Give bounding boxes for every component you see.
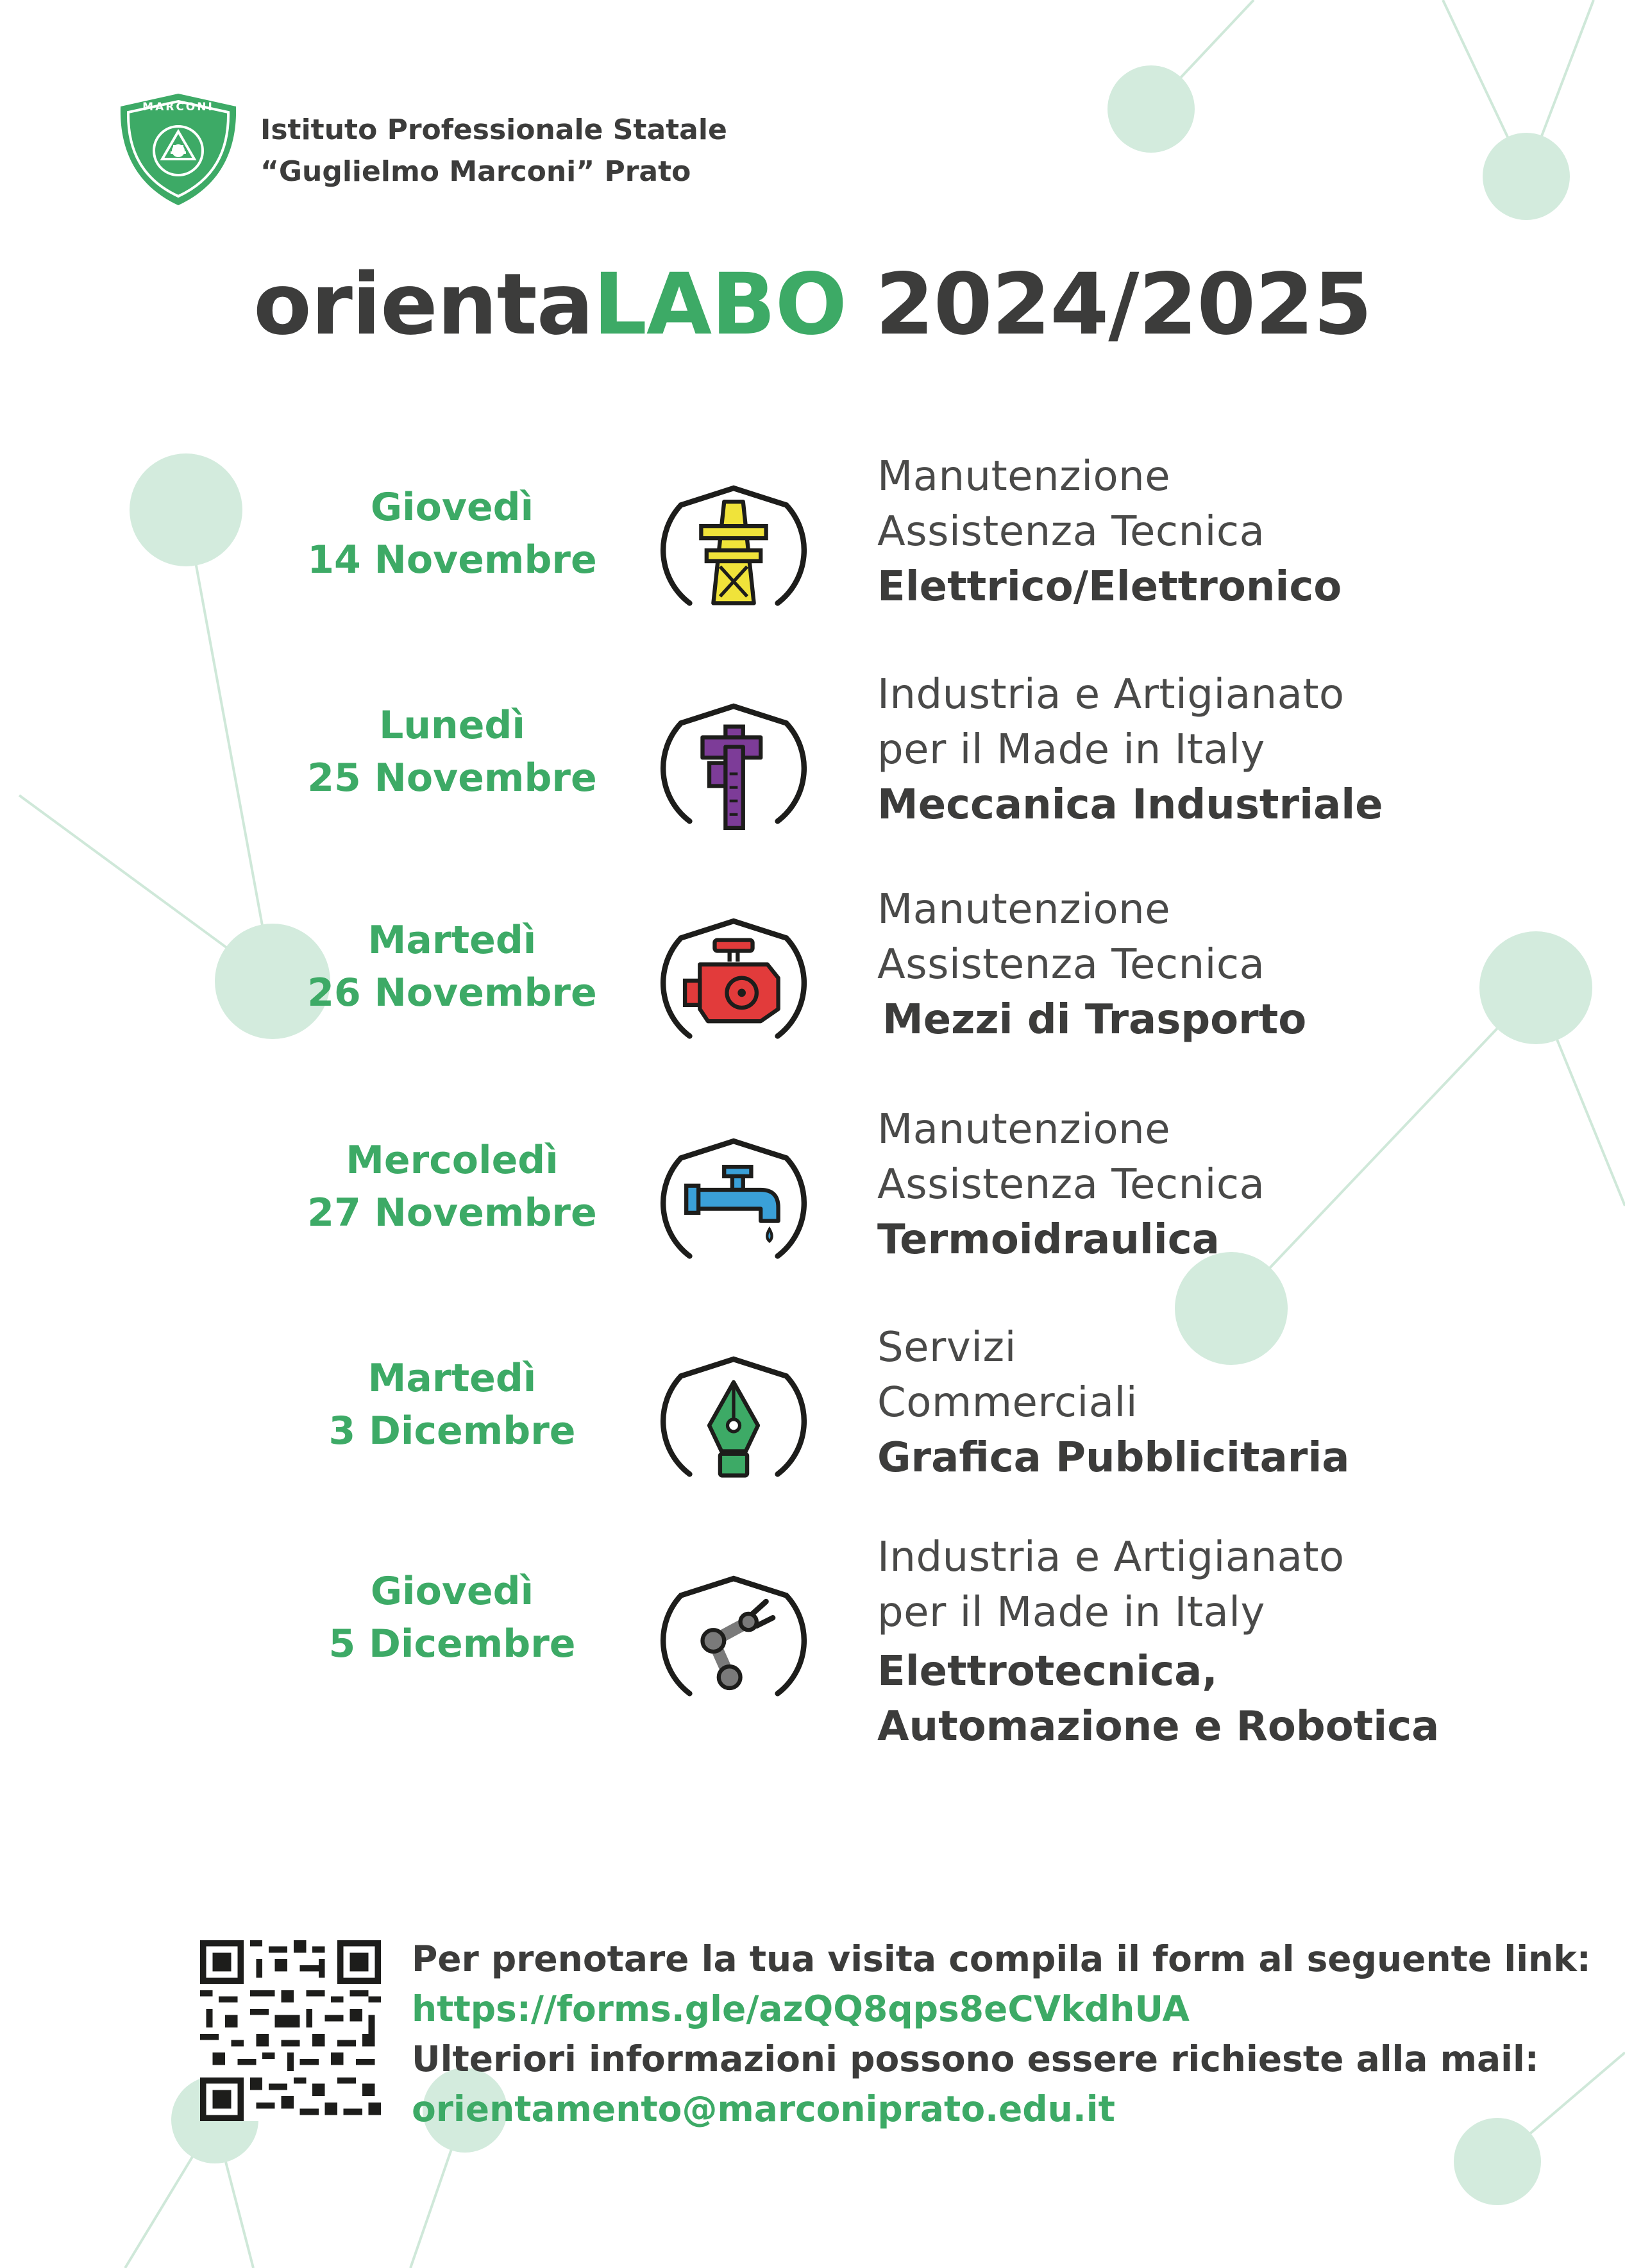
course-line-1: Servizi [877, 1324, 1016, 1371]
booking-text: Per prenotare la tua visita compila il form al seguente link: [412, 1938, 1591, 1979]
pen-nib-icon [659, 1346, 808, 1494]
svg-text:MARCONI: MARCONI [142, 101, 214, 114]
course-line-2: Assistenza Tecnica [877, 941, 1265, 988]
schedule-day: Giovedì [370, 485, 534, 530]
page-title [0, 253, 1625, 356]
course-name-line-2: Automazione e Robotica [877, 1703, 1440, 1750]
course-name: Elettrotecnica, [877, 1648, 1218, 1695]
schedule-row-6 [0, 1530, 1625, 1750]
course-line-2: per il Made in Italy [877, 726, 1265, 774]
schedule-row-4 [0, 1102, 1625, 1307]
schedule-day: Giovedì [370, 1569, 534, 1614]
title-part-year: 2024/2025 [846, 255, 1372, 354]
title-part-labo: LABO [593, 255, 846, 354]
course-name: Grafica Pubblicitaria [877, 1434, 1350, 1482]
course-line-1: Manutenzione [877, 886, 1171, 933]
schedule-day: Martedì [367, 918, 537, 963]
power-pylon-icon [659, 475, 808, 623]
schedule-row-3 [0, 882, 1625, 1087]
course-line-1: Manutenzione [877, 1106, 1171, 1153]
course-name: Meccanica Industriale [877, 781, 1383, 829]
schedule-day: Martedì [367, 1356, 537, 1401]
schedule-date: 3 Dicembre [328, 1409, 576, 1453]
course-line-2: Commerciali [877, 1379, 1138, 1426]
title-part-orienta: orienta [253, 255, 593, 354]
qr-code[interactable] [200, 1940, 381, 2121]
course-line-2: Assistenza Tecnica [877, 1161, 1265, 1208]
school-name-line-2: “Guglielmo Marconi” Prato [260, 155, 691, 188]
school-name-line-1: Istituto Professionale Statale [260, 114, 727, 146]
schedule-day: Lunedì [379, 703, 525, 748]
course-line-2: per il Made in Italy [877, 1589, 1265, 1636]
caliper-icon [659, 693, 808, 842]
course-name: Mezzi di Trasporto [882, 996, 1307, 1044]
course-line-1: Industria e Artigianato [877, 671, 1345, 718]
water-tap-icon [659, 1128, 808, 1276]
schedule-date: 5 Dicembre [328, 1621, 576, 1666]
booking-footer [200, 1934, 1611, 2145]
course-line-1: Industria e Artigianato [877, 1534, 1345, 1581]
course-line-1: Manutenzione [877, 453, 1171, 500]
schedule-date: 26 Novembre [307, 970, 597, 1015]
info-text: Ulteriori informazioni possono essere richieste alla mail: [412, 2038, 1539, 2079]
robot-arm-icon [659, 1565, 808, 1714]
engine-icon [659, 908, 808, 1056]
schedule-row-5 [0, 1320, 1625, 1525]
course-name: Elettrico/Elettronico [877, 563, 1342, 611]
info-email-link[interactable]: orientamento@marconiprato.edu.it [412, 2088, 1115, 2129]
schedule-row-2 [0, 667, 1625, 872]
course-name: Termoidraulica [877, 1216, 1220, 1264]
school-shield-logo [114, 90, 242, 208]
schedule-date: 25 Novembre [307, 756, 597, 800]
schedule-date: 14 Novembre [307, 537, 597, 582]
booking-link[interactable]: https://forms.gle/azQQ8qps8eCVkdhUA [412, 1988, 1190, 2029]
course-line-2: Assistenza Tecnica [877, 508, 1265, 555]
schedule-row-1 [0, 449, 1625, 654]
schedule-day: Mercoledì [346, 1138, 559, 1183]
schedule-date: 27 Novembre [307, 1190, 597, 1235]
